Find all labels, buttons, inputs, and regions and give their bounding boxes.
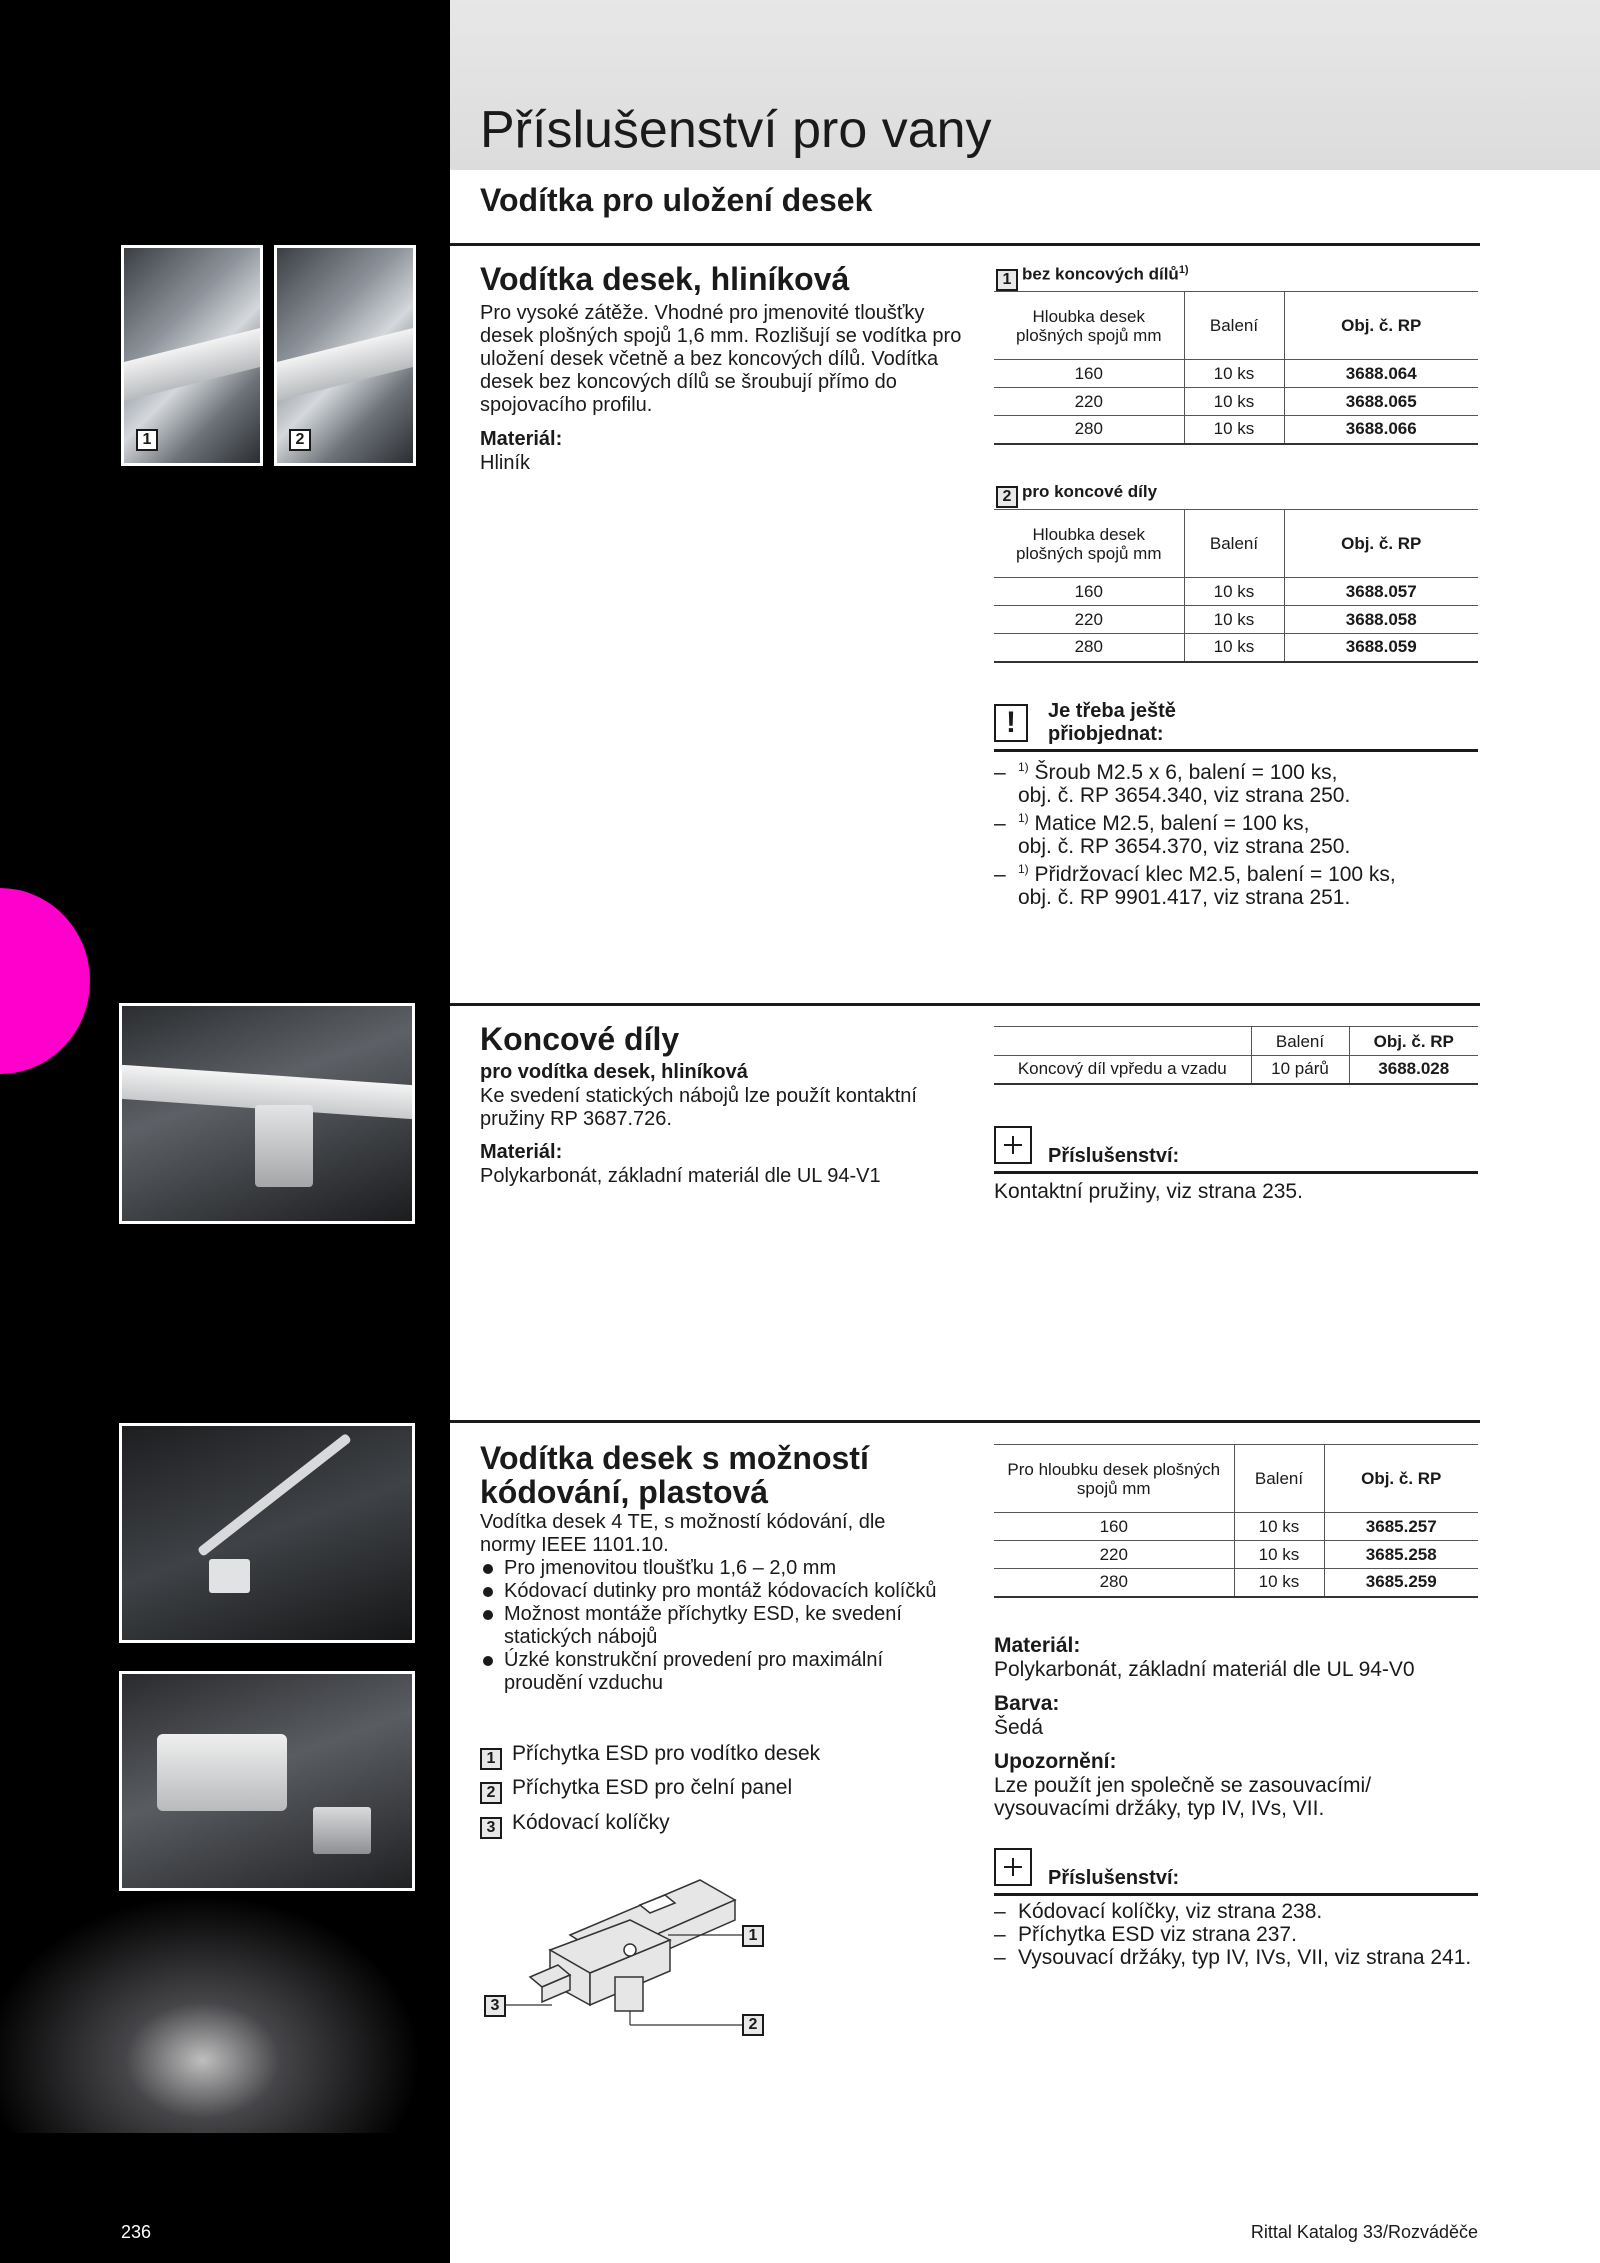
product-photo-rail-2	[274, 245, 416, 466]
legend-item	[480, 1776, 792, 1804]
product-table	[994, 509, 1478, 663]
section-heading: Vodítka desek, hliníková	[480, 261, 850, 297]
table-row	[994, 634, 1478, 662]
column-header: Balení	[1251, 1027, 1349, 1056]
table-caption-text: pro koncové díly	[1022, 482, 1158, 501]
table-cell: 10 ks	[1184, 388, 1284, 416]
legend-badge: 3	[480, 1817, 502, 1839]
table-row	[994, 1569, 1478, 1597]
table-cell: 220	[994, 606, 1184, 634]
legend-text: Příchytka ESD pro čelní panel	[512, 1776, 793, 1799]
table-cell: 10 ks	[1184, 578, 1284, 606]
product-table	[994, 1026, 1478, 1085]
table-row	[994, 388, 1478, 416]
photo-badge: 2	[289, 429, 311, 451]
section-divider	[450, 1003, 1480, 1006]
page-subtitle: Vodítka pro uložení desek	[480, 182, 873, 218]
notice-title-line: přiobjednat:	[1048, 723, 1164, 745]
accessories-title: Příslušenství:	[1048, 1867, 1180, 1889]
material-label: Materiál:	[480, 1141, 563, 1163]
column-header: Balení	[1184, 510, 1284, 578]
page-number: 236	[121, 2222, 152, 2242]
legend-text: Příchytka ESD pro vodítko desek	[512, 1742, 821, 1765]
product-table	[994, 291, 1478, 445]
table-cell: 10 ks	[1184, 634, 1284, 662]
table-row	[994, 606, 1478, 634]
warning-value: Lze použít jen společně se zasouvacími/ vysouvacími držáky, typ IV, IVs, VII.	[994, 1774, 1372, 1820]
table-cell: 10 ks	[1184, 360, 1284, 388]
assembly-drawing	[480, 1865, 780, 2045]
heading-line: kódování, plastová	[480, 1474, 769, 1510]
product-photo-end-part	[119, 1003, 415, 1224]
section-subheading: pro vodítka desek, hliníková	[480, 1061, 748, 1083]
column-header	[994, 1027, 1251, 1056]
list-item: Úzké konstrukční provedení pro maximální proudění vzduchu	[480, 1649, 950, 1695]
order-number: 3685.257	[1324, 1513, 1478, 1541]
list-item: – Příchytka ESD viz strana 237.	[994, 1923, 1484, 1946]
table-row	[994, 578, 1478, 606]
sidebar-glow	[0, 1873, 450, 2133]
product-table	[994, 1444, 1478, 1598]
table-cell: 160	[994, 1513, 1234, 1541]
legend-text: Kódovací kolíčky	[512, 1811, 670, 1834]
footnote-marker: 1)	[1178, 264, 1189, 276]
color-value: Šedá	[994, 1716, 1044, 1739]
table-row	[994, 416, 1478, 444]
table-cell: 10 párů	[1251, 1056, 1349, 1084]
order-number: 3685.258	[1324, 1541, 1478, 1569]
plus-icon	[994, 1848, 1032, 1886]
table-row	[994, 360, 1478, 388]
plus-icon	[994, 1126, 1032, 1164]
notice-title-line: Je třeba ještě	[1048, 700, 1176, 722]
column-header: Hloubka desek plošných spojů mm	[994, 292, 1184, 360]
legend-badge: 2	[480, 1782, 502, 1804]
exclamation-icon: !	[994, 704, 1028, 742]
order-number: 3688.064	[1284, 360, 1478, 388]
order-number: 3688.057	[1284, 578, 1478, 606]
photo-badge: 1	[136, 429, 158, 451]
list-item: – $^{1)}$ Šroub M2.5 x 6, balení = 100 ks, obj. č. RP 3654.340, viz strana 250.	[994, 756, 1484, 807]
product-photo-rail-1	[121, 245, 263, 466]
table-cell: 10 ks	[1184, 606, 1284, 634]
table-badge: 1	[996, 269, 1018, 291]
table-cell: 10 ks	[1234, 1513, 1324, 1541]
list-item: – $^{1)}$ Přidržovací klec M2.5, balení = 100 ks, obj. č. RP 9901.417, viz strana 251.	[994, 858, 1484, 909]
table-cell: 280	[994, 634, 1184, 662]
heading-line: Vodítka desek s možností	[480, 1440, 869, 1476]
order-number: 3688.065	[1284, 388, 1478, 416]
material-label: Materiál:	[480, 428, 563, 450]
column-header: Balení	[1234, 1445, 1324, 1513]
section-description: Ke svedení statických nábojů lze použít kontaktní pružiny RP 3687.726.	[480, 1085, 917, 1130]
section-heading	[480, 1441, 869, 1509]
material-value: Polykarbonát, základní materiál dle UL 94-V0	[994, 1658, 1415, 1681]
warning-label: Upozornění:	[994, 1750, 1117, 1773]
table-cell: 280	[994, 1569, 1234, 1597]
column-header: Obj. č. RP	[1324, 1445, 1478, 1513]
column-header: Obj. č. RP	[1284, 292, 1478, 360]
list-item: – Kódovací kolíčky, viz strana 238.	[994, 1900, 1484, 1923]
table-cell: 160	[994, 360, 1184, 388]
page-title: Příslušenství pro vany	[480, 101, 992, 159]
section-heading: Koncové díly	[480, 1021, 680, 1057]
product-photo-coded-guide	[119, 1423, 415, 1643]
material-label: Materiál:	[994, 1634, 1081, 1657]
accessories-rule	[994, 1893, 1478, 1896]
notice-title	[1048, 700, 1176, 746]
order-number: 3688.059	[1284, 634, 1478, 662]
list-item: Kódovací dutinky pro montáž kódovacích kolíčků	[480, 1580, 950, 1603]
order-number: 3688.028	[1349, 1056, 1478, 1084]
order-number: 3685.259	[1324, 1569, 1478, 1597]
table-cell: 10 ks	[1234, 1541, 1324, 1569]
section-description: Pro vysoké zátěže. Vhodné pro jmenovité tloušťky desek plošných spojů 1,6 mm. Rozlišují se vodítka pro uložení desek včetně a bez koncových dílů. Vodítka desek bez koncových dílů se šroubují přímo do spojovacího profilu.	[480, 302, 962, 416]
table-caption-text: bez koncových dílů	[1022, 264, 1179, 284]
table-cell: 10 ks	[1234, 1569, 1324, 1597]
accessories-title: Příslušenství:	[1048, 1145, 1180, 1167]
material-value: Hliník	[480, 452, 531, 474]
legend-badge: 1	[480, 1748, 502, 1770]
section-description: Vodítka desek 4 TE, s možností kódování, dle normy IEEE 1101.10.	[480, 1511, 886, 1556]
table-caption	[996, 482, 1157, 508]
table-caption	[996, 264, 1189, 291]
table-cell: 220	[994, 388, 1184, 416]
section-divider	[450, 243, 1480, 246]
table-cell: 10 ks	[1184, 416, 1284, 444]
table-cell: Koncový díl vpředu a vzadu	[994, 1056, 1251, 1084]
table-row	[994, 1056, 1478, 1084]
list-item: – Vysouvací držáky, typ IV, IVs, VII, viz strana 241.	[994, 1946, 1484, 1969]
column-header: Obj. č. RP	[1284, 510, 1478, 578]
order-also-list	[994, 756, 1484, 909]
list-item: – $^{1)}$ Matice M2.5, balení = 100 ks, obj. č. RP 3654.370, viz strana 250.	[994, 807, 1484, 858]
list-item: Pro jmenovitou tloušťku 1,6 – 2,0 mm	[480, 1557, 950, 1580]
catalog-name: Rittal Katalog 33/Rozváděče	[1250, 2222, 1478, 2242]
feature-list	[480, 1557, 950, 1695]
product-photo-esd-clip	[119, 1671, 415, 1891]
column-header: Pro hloubku desek plošných spojů mm	[994, 1445, 1234, 1513]
table-row	[994, 1541, 1478, 1569]
drawing-badge: 2	[742, 2014, 764, 2036]
legend-item	[480, 1811, 670, 1839]
accessories-list	[994, 1900, 1484, 1969]
legend-item	[480, 1742, 820, 1770]
material-value: Polykarbonát, základní materiál dle UL 94-V1	[480, 1165, 881, 1187]
list-item: Možnost montáže příchytky ESD, ke svedení statických nábojů	[480, 1603, 950, 1649]
accessories-rule	[994, 1171, 1478, 1174]
drawing-badge: 1	[742, 1925, 764, 1947]
notice-rule	[994, 749, 1478, 752]
table-cell: 220	[994, 1541, 1234, 1569]
color-label: Barva:	[994, 1692, 1060, 1715]
order-number: 3688.066	[1284, 416, 1478, 444]
section-divider	[450, 1420, 1480, 1423]
table-badge: 2	[996, 486, 1018, 508]
drawing-badge: 3	[484, 1995, 506, 2017]
order-number: 3688.058	[1284, 606, 1478, 634]
table-cell: 280	[994, 416, 1184, 444]
column-header: Obj. č. RP	[1349, 1027, 1478, 1056]
column-header: Balení	[1184, 292, 1284, 360]
table-cell: 160	[994, 578, 1184, 606]
table-row	[994, 1513, 1478, 1541]
accessories-text: Kontaktní pružiny, viz strana 235.	[994, 1180, 1303, 1203]
column-header: Hloubka desek plošných spojů mm	[994, 510, 1184, 578]
